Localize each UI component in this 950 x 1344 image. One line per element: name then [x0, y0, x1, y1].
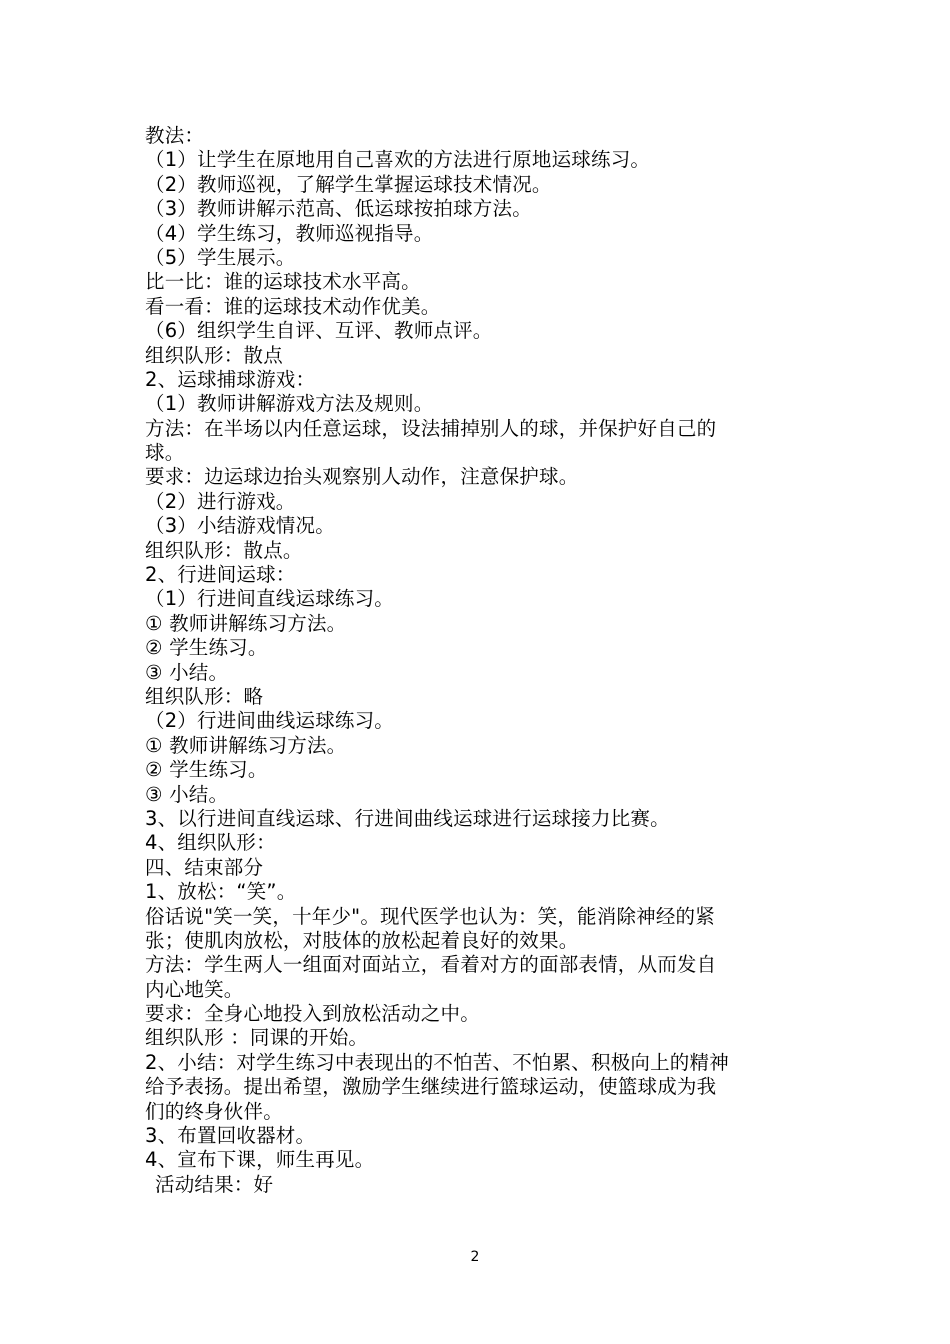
text-line: 组织队形：散点。: [145, 538, 303, 562]
text-line: （6）组织学生自评、互评、教师点评。: [145, 319, 493, 343]
text-line: 3、布置回收器材。: [145, 1124, 316, 1148]
text-line: 俗话说"笑一笑，十年少"。现代医学也认为：笑，能消除神经的紧: [145, 904, 715, 928]
text-line: ③ 小结。: [145, 660, 229, 684]
text-line: 四、结束部分: [145, 855, 264, 879]
text-line: 比一比：谁的运球技术水平高。: [145, 270, 421, 294]
text-line: 方法：学生两人一组面对面站立，看着对方的面部表情，从而发自: [145, 953, 717, 977]
text-line: 1、放松：“笑”。: [145, 880, 297, 904]
text-line: ② 学生练习。: [145, 636, 268, 660]
text-line: 张；使肌肉放松，对肢体的放松起着良好的效果。: [145, 928, 579, 952]
text-line: 组织队形：略: [145, 684, 264, 708]
text-line: （2）进行游戏。: [145, 489, 296, 513]
text-line: （1）让学生在原地用自己喜欢的方法进行原地运球练习。: [145, 148, 651, 172]
text-line: 们的终身伙伴。: [145, 1099, 283, 1123]
text-line: （2）教师巡视，了解学生掌握运球技术情况。: [145, 172, 552, 196]
text-line: 要求：边运球边抬头观察别人动作，注意保护球。: [145, 465, 579, 489]
text-line: 看一看：谁的运球技术动作优美。: [145, 294, 441, 318]
text-line: （3）教师讲解示范高、低运球按拍球方法。: [145, 197, 532, 221]
text-line: 2、小结：对学生练习中表现出的不怕苦、不怕累、积极向上的精神: [145, 1050, 729, 1074]
text-line: （2）行进间曲线运球练习。: [145, 709, 395, 733]
text-line: 给予表扬。提出希望，激励学生继续进行篮球运动，使篮球成为我: [145, 1075, 717, 1099]
text-line: 教法：: [145, 124, 205, 147]
text-line: （3）小结游戏情况。: [145, 514, 335, 538]
text-line: 方法：在半场以内任意运球，设法捕掉别人的球，并保护好自己的: [145, 416, 717, 440]
text-line: 2、运球捕球游戏：: [145, 367, 316, 391]
text-line: 3、以行进间直线运球、行进间曲线运球进行运球接力比赛。: [145, 806, 670, 830]
text-line: 组织队形：散点: [145, 343, 283, 367]
text-line: 要求：全身心地投入到放松活动之中。: [145, 1002, 480, 1026]
text-line: 组织队形 ：同课的开始。: [145, 1026, 369, 1050]
text-line: ① 教师讲解练习方法。: [145, 733, 347, 757]
text-line: 2、行进间运球：: [145, 563, 296, 587]
text-line: ② 学生练习。: [145, 758, 268, 782]
text-line: ① 教师讲解练习方法。: [145, 611, 347, 635]
document-body: [145, 124, 810, 1197]
text-line: （1）行进间直线运球练习。: [145, 587, 395, 611]
text-line: 4、宣布下课，师生再见。: [145, 1148, 375, 1172]
text-line: 内心地笑。: [145, 977, 244, 1001]
text-line: 活动结果：好: [155, 1172, 274, 1196]
text-line: 4、组织队形：: [145, 831, 276, 855]
text-line: （5）学生展示。: [145, 245, 296, 269]
text-line: （1）教师讲解游戏方法及规则。: [145, 392, 434, 416]
text-line: 球。: [145, 441, 185, 465]
text-line: （4）学生练习，教师巡视指导。: [145, 221, 434, 245]
text-line: ③ 小结。: [145, 782, 229, 806]
page-number: 2: [470, 1249, 480, 1265]
